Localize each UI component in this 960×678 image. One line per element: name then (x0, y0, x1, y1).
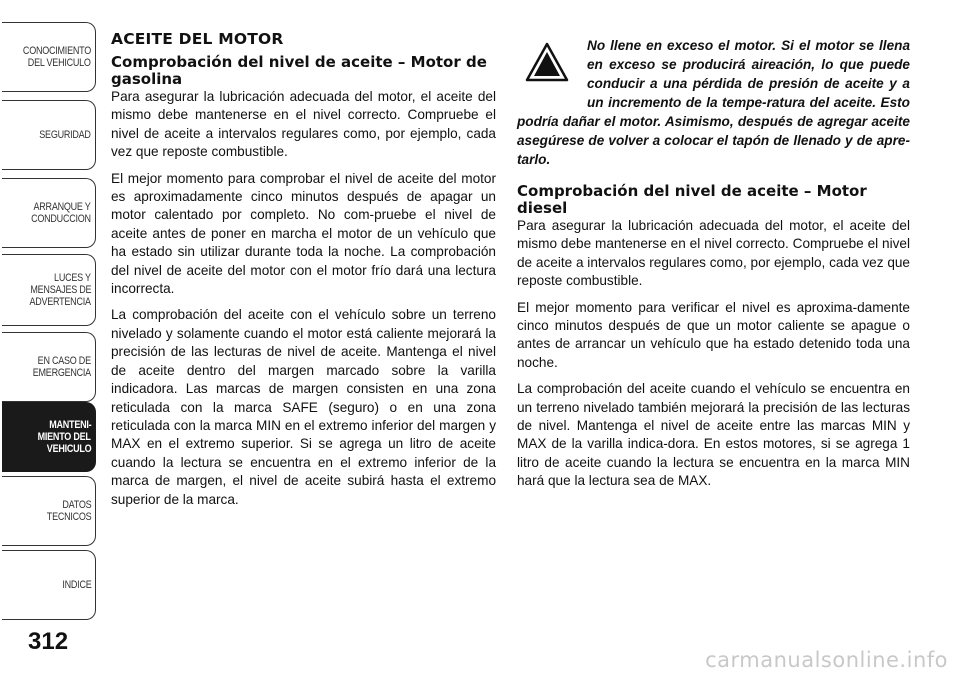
page-number: 312 (28, 628, 69, 655)
paragraph: El mejor momento para comprobar el nivel de aceite del motor es aproximadamente cinco minutos después de apagar un motor calentado por completo. No com-pruebe el nivel de aceite antes de poner en marcha el motor de un vehículo que ha estado sin utilizar durante toda la noche. La comprobación del nivel de aceite del motor con el motor frío dará una lectura incorrecta. (111, 170, 496, 297)
sidebar-nav (0, 0, 100, 630)
tab-indice[interactable] (2, 550, 96, 620)
tab-label-line: LUCES Y (54, 272, 91, 284)
watermark: carmanualsonline.info (705, 648, 948, 672)
warning-box (517, 36, 910, 169)
tab-en-caso-de-emergencia[interactable] (2, 332, 96, 402)
tab-luces-y-mensajes[interactable] (2, 254, 96, 326)
tab-label-line: ADVERTENCIA (29, 296, 91, 308)
tab-label-line: CONOCIMIENTO (22, 45, 91, 57)
tab-label-line: INDICE (61, 579, 91, 591)
warning-triangle-icon (517, 36, 581, 92)
tab-label-line: SEGURIDAD (39, 129, 91, 141)
right-column (517, 30, 910, 499)
tab-label-line: VEHICULO (46, 443, 91, 455)
tab-label-line: TECNICOS (46, 511, 91, 523)
paragraph: La comprobación del aceite cuando el vehículo se encuentra en un terreno nivelado también mejorará la precisión de las lecturas de nivel. Mantenga el nivel de aceite entre las marcas MIN y MAX de la varilla indica-dora. En estos motores, si se agrega 1 litro de aceite cuando la lectura se encuentra en la marca MIN hará que la lectura sea de MAX. (517, 381, 910, 489)
paragraph: Para asegurar la lubricación adecuada del motor, el aceite del mismo debe mantenerse en el nivel correcto. Compruebe el nivel de aceite a intervalos regulares como, por ejemplo, cada vez que reposte combustible. (517, 218, 910, 289)
tab-label-line: EMERGENCIA (32, 367, 91, 379)
subheading-gasolina: Comprobación del nivel de aceite – Motor de gasolina (111, 53, 487, 88)
left-column (111, 30, 496, 517)
tab-conocimiento-del-vehiculo[interactable] (2, 22, 96, 92)
section-title: ACEITE DEL MOTOR (111, 30, 284, 48)
tab-datos-tecnicos[interactable] (2, 476, 96, 546)
tab-label-line: DATOS (61, 499, 91, 511)
tab-seguridad[interactable] (2, 100, 96, 170)
tab-mantenimiento-del-vehiculo[interactable] (2, 402, 96, 472)
paragraph: Para asegurar la lubricación adecuada del motor, el aceite del mismo debe mantenerse en el nivel correcto. Compruebe el nivel de aceite a intervalos regulares como, por ejemplo, cada vez que reposte combustible. (111, 89, 496, 160)
warning-text: No llene en exceso el motor. Si el motor se llena en exceso se producirá aireación, lo que puede conducir a una pérdida de presión de aceite y a un incremento de la tempe-ratura del aceite. Esto podría dañar el motor. Asimismo, después de agregar aceite asegúrese de volver a colocar el tapón de llenado y de apre-tarlo. (517, 38, 910, 167)
subheading-diesel: Comprobación del nivel de aceite – Motor diesel (517, 182, 867, 217)
tab-label-line: ARRANQUE Y (33, 201, 91, 213)
tab-label-line: MANTENI- (48, 419, 91, 431)
tab-label-line: MIENTO DEL (37, 431, 91, 443)
tab-label-line: EN CASO DE (37, 355, 91, 367)
paragraph: La comprobación del aceite con el vehículo sobre un terreno nivelado y solamente cuando el motor está caliente mejorará la precisión de las lecturas de nivel de aceite. Mantenga el nivel de aceite dentro del margen marcado sobre la varilla indicadora. Las marcas de margen consisten en una zona reticulada con la marca SAFE (seguro) o en una zona reticulada con la marca MIN en el extremo inferior del margen y MAX en el extremo superior. Si se agrega un litro de aceite cuando la lectura se encuentra en el extremo inferior de la marca de margen, el nivel de aceite subirá hasta el extremo superior de la marca. (111, 307, 496, 507)
tab-arranque-y-conduccion[interactable] (2, 178, 96, 248)
tab-label-line: DEL VEHICULO (28, 57, 91, 69)
tab-label-line: CONDUCCION (31, 213, 91, 225)
paragraph: El mejor momento para verificar el nivel es aproxima-damente cinco minutos después de que un motor caliente se apague o antes de arrancar un vehículo que ha estado detenido toda una noche. (517, 299, 910, 370)
tab-label-line: MENSAJES DE (30, 284, 91, 296)
